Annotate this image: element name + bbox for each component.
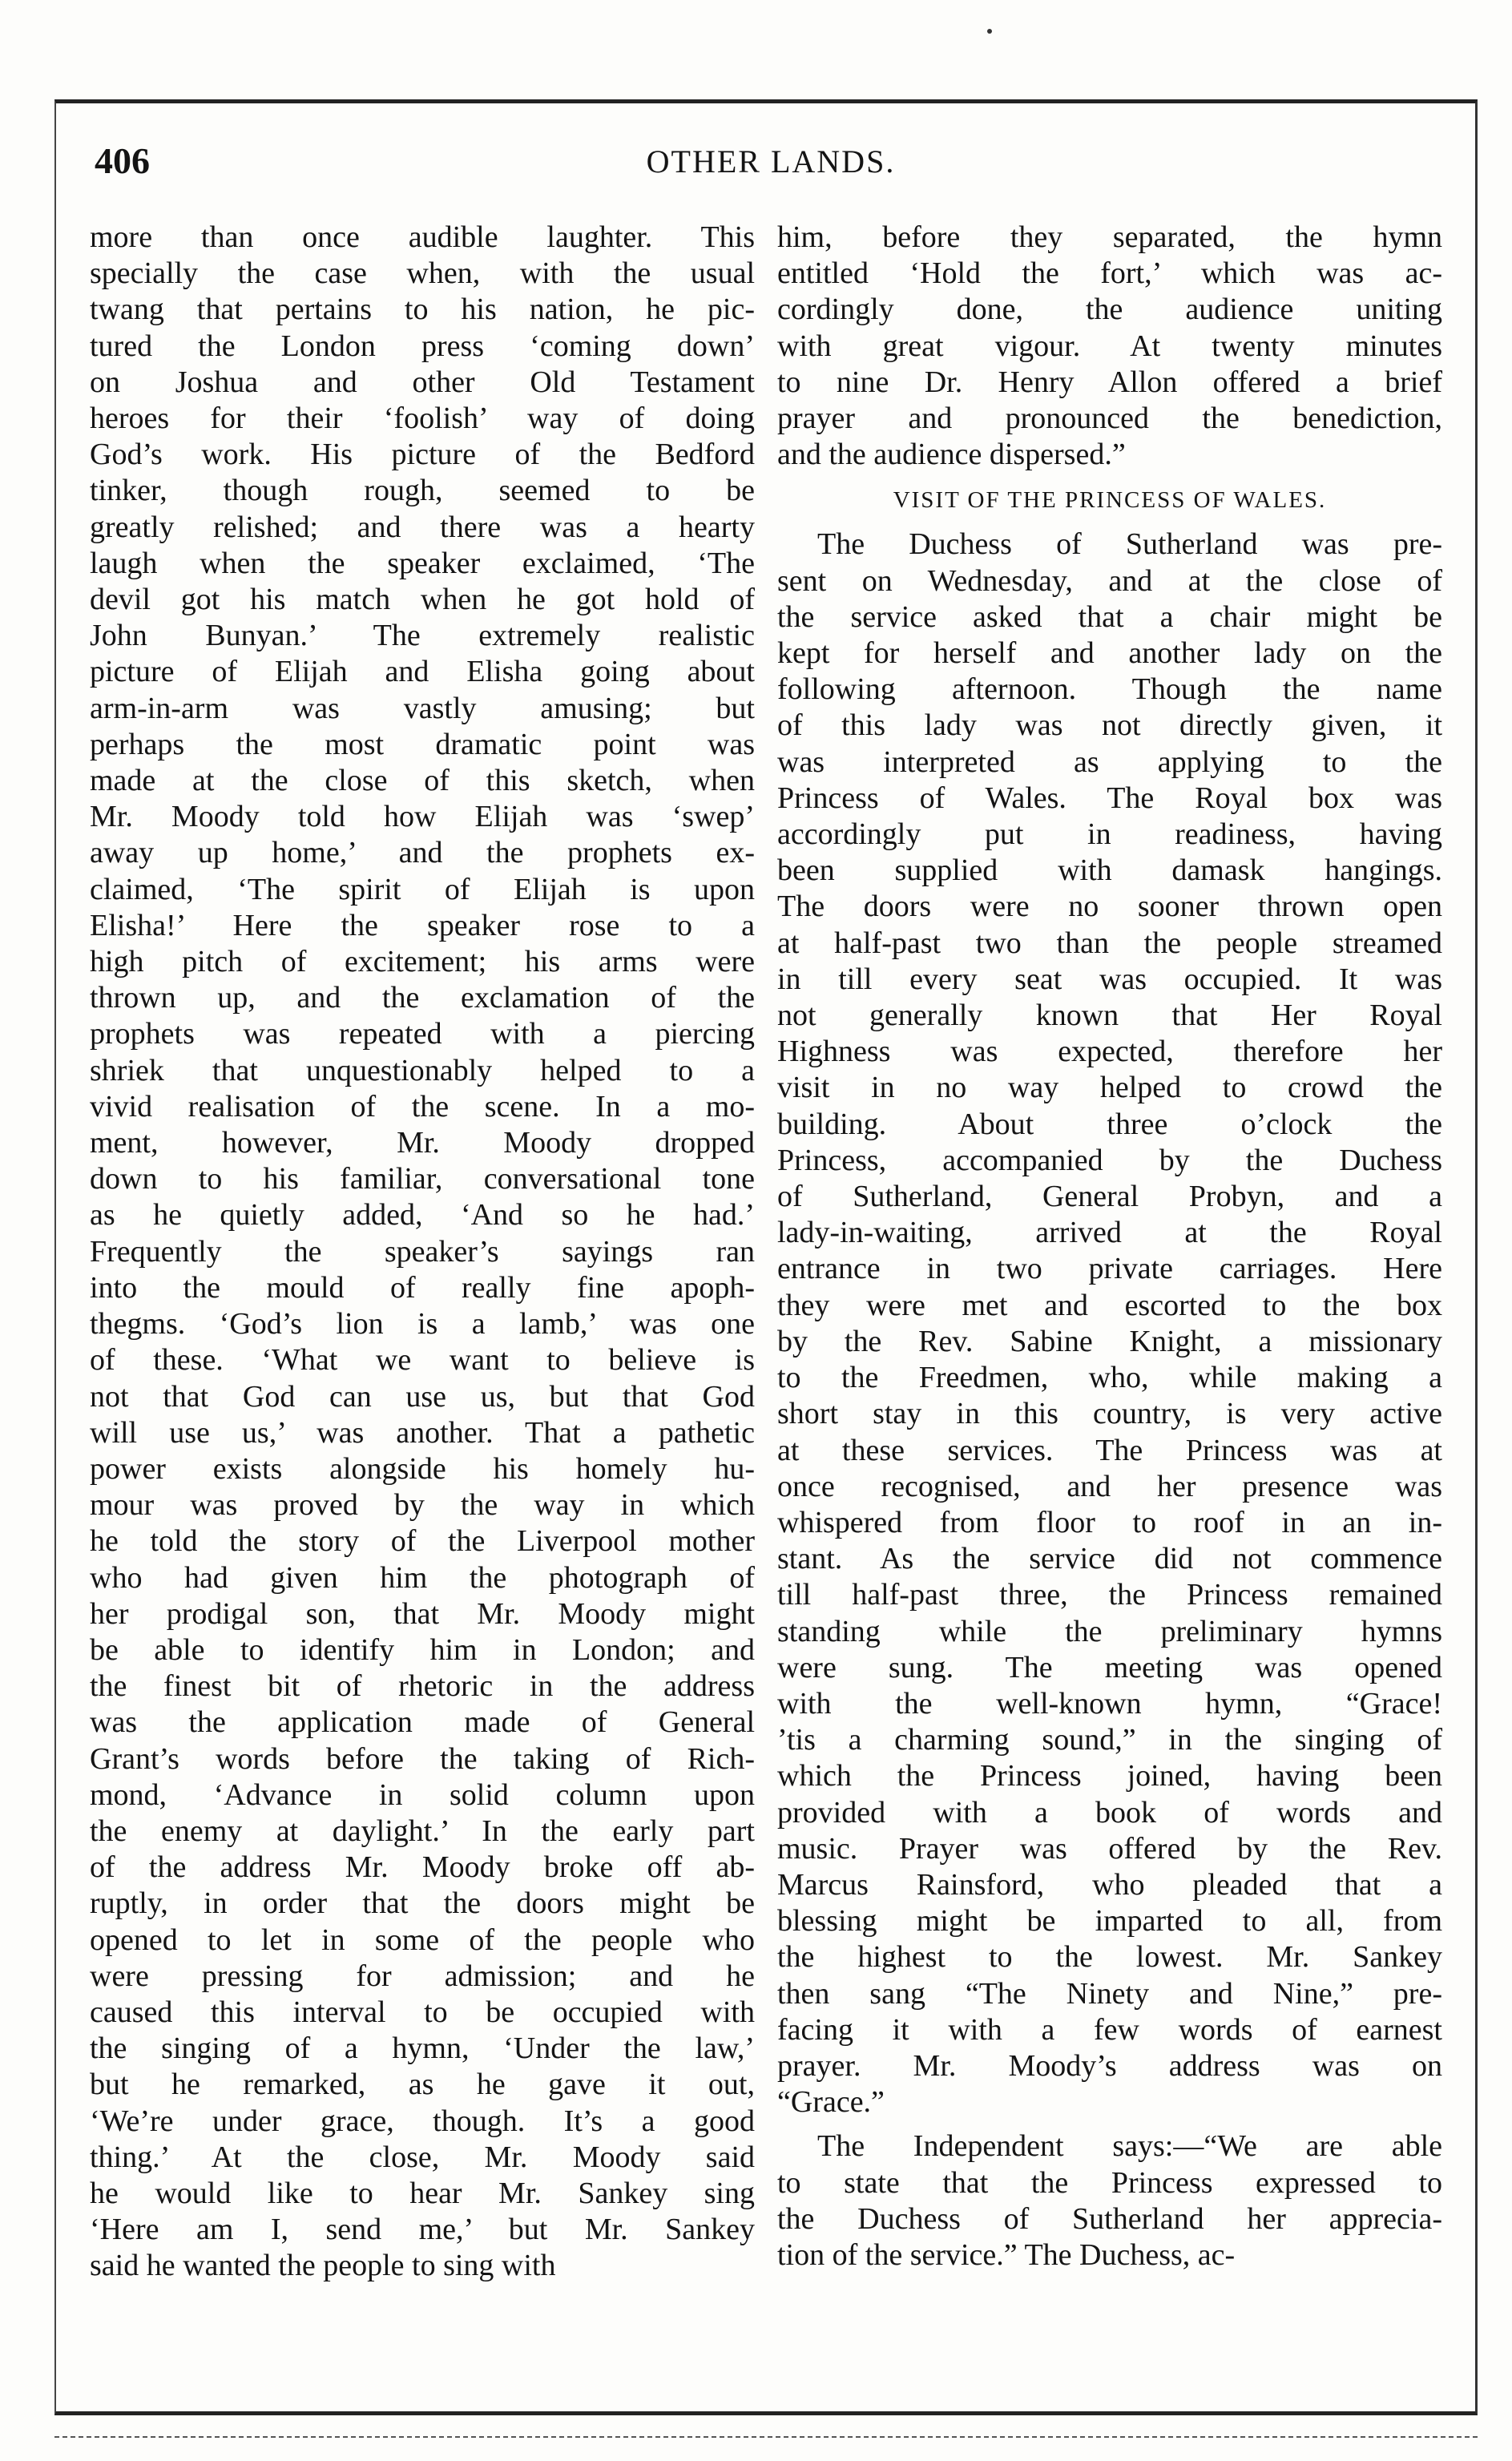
text-line: Grant’s words before the taking of Rich- <box>90 1741 755 1776</box>
text-line: were sung. The meeting was opened <box>777 1650 1442 1684</box>
text-line: were pressing for admission; and he <box>90 1959 755 1993</box>
text-line: Mr. Moody told how Elijah was ‘swep’ <box>90 800 755 834</box>
paragraph-independent <box>777 2128 1442 2273</box>
text-line: with great vigour. At twenty minutes <box>777 329 1442 363</box>
text-line: stant. As the service did not commence <box>777 1542 1442 1576</box>
text-line: by the Rev. Sabine Knight, a missionary <box>777 1324 1442 1358</box>
text-line: tion of the service.” The Duchess, ac- <box>777 2237 1236 2272</box>
text-line: of these. ‘What we want to believe is <box>90 1343 755 1378</box>
text-line: entitled ‘Hold the fort,’ which was ac- <box>777 256 1442 291</box>
text-line: be able to identify him in London; and <box>90 1632 755 1667</box>
text-line: was interpreted as applying to the <box>777 744 1442 779</box>
text-line: The doors were no sooner thrown open <box>777 890 1442 924</box>
text-line: Marcus Rainsford, who pleaded that a <box>777 1867 1442 1902</box>
text-line: the enemy at daylight.’ In the early part <box>90 1813 755 1848</box>
text-line: as he quietly added, ‘And so he had.’ <box>90 1198 755 1233</box>
stray-mark <box>987 29 992 34</box>
left-column <box>90 220 755 2285</box>
text-line: away up home,’ and the prophets ex- <box>90 836 755 870</box>
text-line: The Independent says:—“We are able <box>817 2129 1442 2164</box>
text-line: then sang “The Ninety and Nine,” pre- <box>777 1976 1442 2011</box>
text-line: Princess of Wales. The Royal box was <box>777 781 1442 815</box>
paragraph-hymn-closing <box>777 220 1442 473</box>
text-line: he would like to hear Mr. Sankey sing <box>90 2176 755 2210</box>
text-line: “Grace.” <box>777 2085 885 2120</box>
text-line: greatly relished; and there was a hearty <box>90 510 755 544</box>
paragraph-duchess <box>777 526 1442 2120</box>
text-line: shriek that unquestionably helped to a <box>90 1053 755 1087</box>
text-line: provided with a book of words and <box>777 1795 1442 1830</box>
text-line: power exists alongside his homely hu- <box>90 1451 755 1486</box>
text-line: kept for herself and another lady on the <box>777 636 1442 671</box>
text-line: God’s work. His picture of the Bedford <box>90 438 755 472</box>
text-line: Highness was expected, therefore her <box>777 1035 1442 1069</box>
text-line: will use us,’ was another. That a pathetic <box>90 1415 755 1450</box>
text-line: to nine Dr. Henry Allon offered a brief <box>777 365 1442 399</box>
text-line: mond, ‘Advance in solid column upon <box>90 1777 755 1812</box>
text-line: The Duchess of Sutherland was pre- <box>817 527 1442 562</box>
bottom-rule <box>54 2436 1478 2438</box>
text-line: picture of Elijah and Elisha going about <box>90 655 755 689</box>
text-line: specially the case when, with the usual <box>90 256 755 291</box>
text-line: in till every seat was occupied. It was <box>777 962 1442 996</box>
text-line: twang that pertains to his nation, he pic- <box>90 292 755 327</box>
text-line: with the well-known hymn, “Grace! <box>777 1686 1442 1721</box>
text-line: said he wanted the people to sing with <box>90 2249 556 2283</box>
text-line: whispered from floor to roof in an in- <box>777 1505 1442 1539</box>
text-line: of this lady was not directly given, it <box>777 708 1442 743</box>
text-line: ‘We’re under grace, though. It’s a good <box>90 2104 755 2138</box>
section-heading: VISIT OF THE PRINCESS OF WALES. <box>893 487 1327 514</box>
text-line: accordingly put in readiness, having <box>777 817 1442 852</box>
text-line: devil got his match when he got hold of <box>90 583 755 617</box>
text-line: ‘Here am I, send me,’ but Mr. Sankey <box>90 2213 755 2247</box>
text-line: thegms. ‘God’s lion is a lamb,’ was one <box>90 1307 755 1341</box>
running-head: OTHER LANDS. <box>646 143 896 180</box>
text-line: arm-in-arm was vastly amusing; but <box>90 691 755 725</box>
text-line: and the audience dispersed.” <box>777 438 1126 472</box>
text-line: the Duchess of Sutherland her apprecia- <box>777 2201 1442 2236</box>
text-line: Frequently the speaker’s sayings ran <box>90 1234 755 1269</box>
text-line: heroes for their ‘foolish’ way of doing <box>90 401 755 436</box>
text-line: thing.’ At the close, Mr. Moody said <box>90 2140 755 2174</box>
text-line: on Joshua and other Old Testament <box>90 365 755 399</box>
text-line: the finest bit of rhetoric in the address <box>90 1669 755 1704</box>
text-line: tured the London press ‘coming down’ <box>90 329 755 363</box>
text-line: who had given him the photograph of <box>90 1560 755 1595</box>
text-line: cordingly done, the audience uniting <box>777 292 1442 327</box>
text-line: to the Freedmen, who, while making a <box>777 1361 1442 1395</box>
text-line: blessing might be imparted to all, from <box>777 1904 1442 1939</box>
text-line: of the address Mr. Moody broke off ab- <box>90 1850 755 1885</box>
page-number: 406 <box>95 140 150 181</box>
text-line: ment, however, Mr. Moody dropped <box>90 1126 755 1160</box>
paragraph-gap <box>777 2120 1442 2128</box>
text-line: once recognised, and her presence was <box>777 1469 1442 1503</box>
text-line: the singing of a hymn, ‘Under the law,’ <box>90 2031 755 2066</box>
right-column <box>777 220 1442 2273</box>
text-line: lady-in-waiting, arrived at the Royal <box>777 1216 1442 1250</box>
text-line: Elisha!’ Here the speaker rose to a <box>90 908 755 942</box>
text-line: prayer and pronounced the benediction, <box>777 401 1442 436</box>
text-line: prayer. Mr. Moody’s address was on <box>777 2048 1442 2083</box>
text-line: opened to let in some of the people who <box>90 1922 755 1957</box>
text-line: sent on Wednesday, and at the close of <box>777 563 1442 598</box>
text-line: down to his familiar, conversational tone <box>90 1162 755 1196</box>
text-line: which the Princess joined, having been <box>777 1759 1442 1793</box>
text-line: perhaps the most dramatic point was <box>90 727 755 761</box>
text-line: building. About three o’clock the <box>777 1107 1442 1141</box>
text-line: into the mould of really fine apoph- <box>90 1270 755 1305</box>
text-line: but he remarked, as he gave it out, <box>90 2068 755 2102</box>
text-line: him, before they separated, the hymn <box>777 220 1442 254</box>
text-line: he told the story of the Liverpool mother <box>90 1524 755 1559</box>
text-line: John Bunyan.’ The extremely realistic <box>90 619 755 653</box>
text-line: mour was proved by the way in which <box>90 1488 755 1523</box>
text-line: been supplied with damask hangings. <box>777 853 1442 888</box>
text-line: prophets was repeated with a piercing <box>90 1017 755 1051</box>
text-line: made at the close of this sketch, when <box>90 764 755 798</box>
text-line: tinker, though rough, seemed to be <box>90 474 755 508</box>
text-line: till half-past three, the Princess remained <box>777 1578 1442 1612</box>
text-line: to state that the Princess expressed to <box>777 2165 1442 2200</box>
text-line: laugh when the speaker exclaimed, ‘The <box>90 546 755 580</box>
text-line: thrown up, and the exclamation of the <box>90 981 755 1015</box>
text-line: vivid realisation of the scene. In a mo- <box>90 1089 755 1124</box>
text-line: at half-past two than the people streamed <box>777 926 1442 960</box>
text-line: not generally known that Her Royal <box>777 999 1442 1033</box>
text-line: at these services. The Princess was at <box>777 1433 1442 1467</box>
text-line: standing while the preliminary hymns <box>777 1614 1442 1648</box>
text-line: the highest to the lowest. Mr. Sankey <box>777 1940 1442 1975</box>
text-line: following afternoon. Though the name <box>777 672 1442 707</box>
text-line: more than once audible laughter. This <box>90 220 755 254</box>
text-line: music. Prayer was offered by the Rev. <box>777 1831 1442 1866</box>
text-line: short stay in this country, is very active <box>777 1397 1442 1431</box>
text-line: high pitch of excitement; his arms were <box>90 945 755 979</box>
text-line: entrance in two private carriages. Here <box>777 1252 1442 1286</box>
paragraph-continued <box>90 220 755 2285</box>
text-line: her prodigal son, that Mr. Moody might <box>90 1596 755 1631</box>
text-line: caused this interval to be occupied with <box>90 1995 755 2029</box>
text-line: they were met and escorted to the box <box>777 1288 1442 1322</box>
text-line: was the application made of General <box>90 1705 755 1740</box>
text-line: of Sutherland, General Probyn, and a <box>777 1180 1442 1214</box>
text-line: visit in no way helped to crowd the <box>777 1071 1442 1105</box>
text-line: claimed, ‘The spirit of Elijah is upon <box>90 872 755 906</box>
text-line: facing it with a few words of earnest <box>777 2012 1442 2047</box>
text-line: ruptly, in order that the doors might be <box>90 1886 755 1921</box>
text-line: the service asked that a chair might be <box>777 599 1442 634</box>
text-line: Princess, accompanied by the Duchess <box>777 1143 1442 1177</box>
text-line: ’tis a charming sound,” in the singing of <box>777 1723 1442 1757</box>
text-line: not that God can use us, but that God <box>90 1379 755 1414</box>
